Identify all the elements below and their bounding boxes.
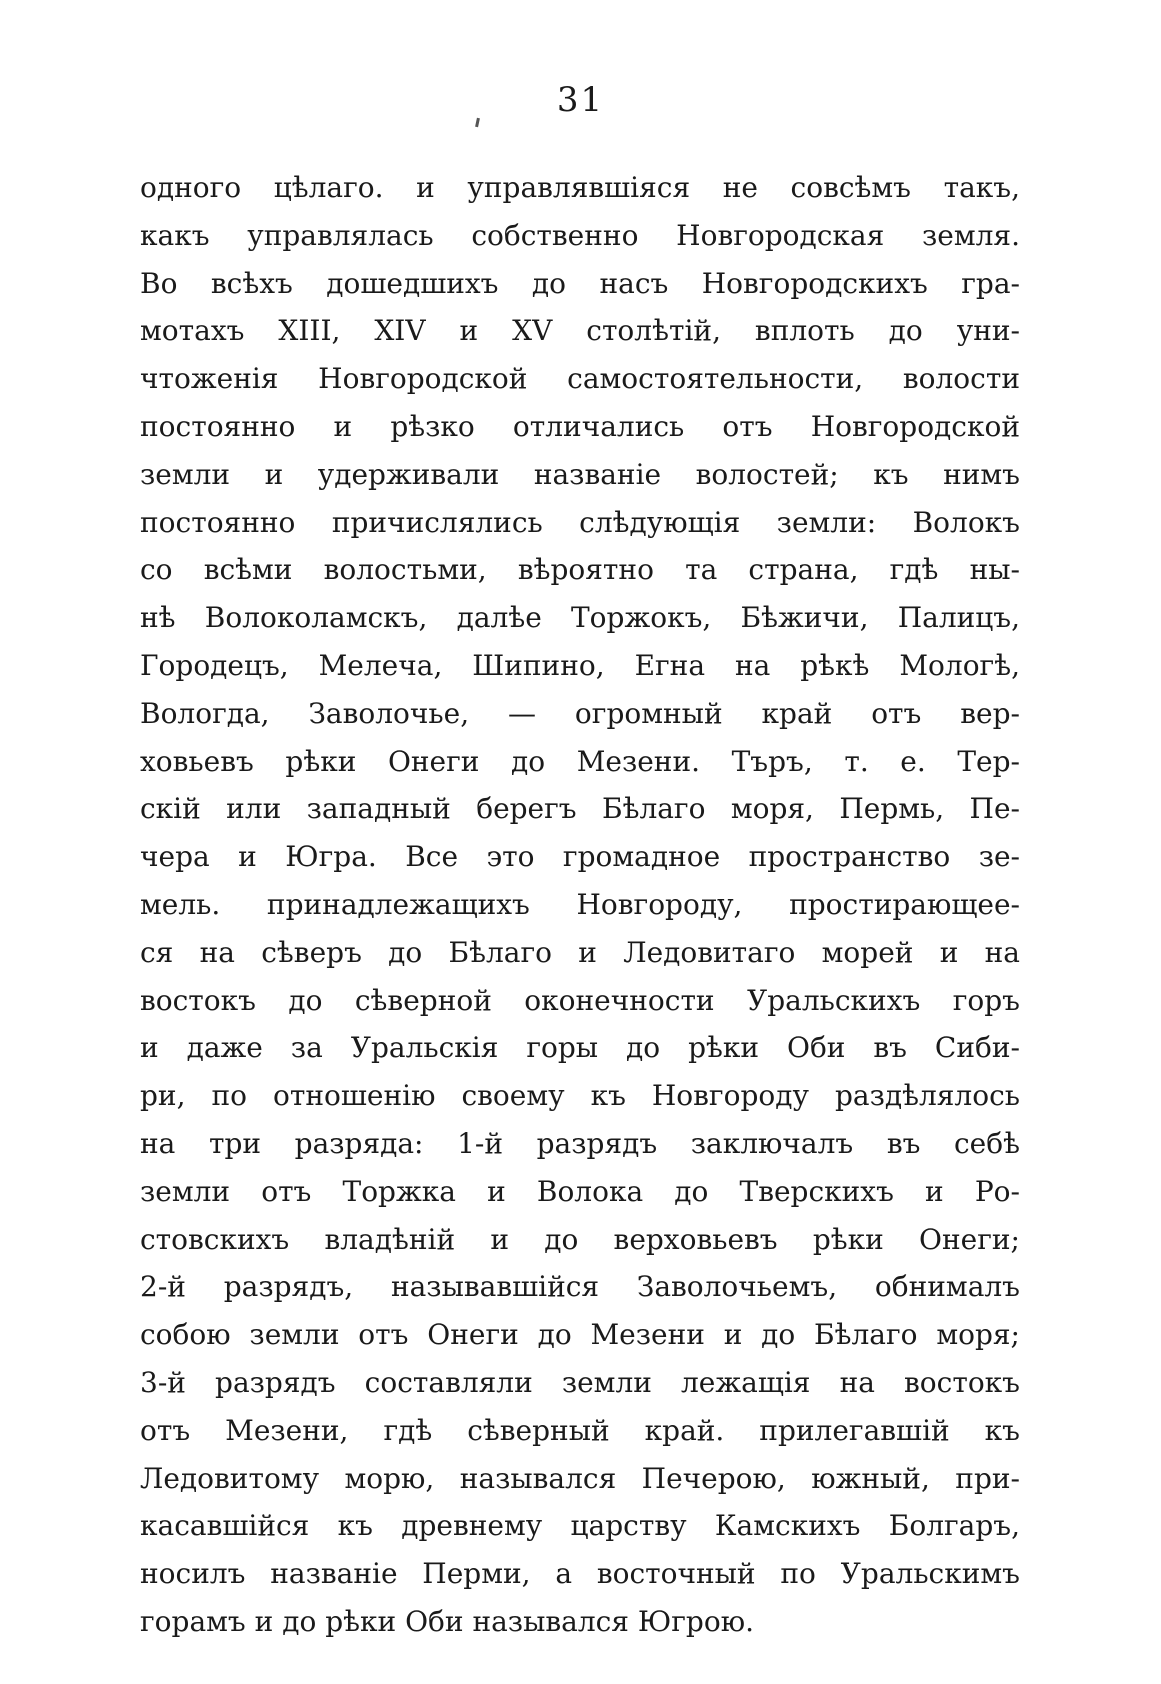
text-line: Ледовитому морю, назывался Печерою, южный, при-	[140, 1461, 1020, 1495]
text-line: земли и удерживали названіе волостей; къ нимъ	[140, 457, 1020, 491]
text-line: 3-й разрядъ составляли земли лежащія на востокъ	[140, 1365, 1020, 1399]
text-line: на три разряда: 1-й разрядъ заключалъ въ себѣ	[140, 1126, 1020, 1160]
body-text	[140, 164, 1020, 1646]
page-number: 31	[556, 80, 605, 120]
text-line: земли отъ Торжка и Волока до Тверскихъ и Ро-	[140, 1174, 1020, 1208]
text-line: отъ Мезени, гдѣ сѣверный край. прилегавшій къ	[140, 1413, 1020, 1447]
text-line: Вологда, Заволочье, — огромный край отъ вер-	[140, 696, 1020, 730]
text-line: стовскихъ владѣній и до верховьевъ рѣки Онеги;	[140, 1222, 1020, 1256]
text-line: носилъ названіе Перми, а восточный по Уральскимъ	[140, 1557, 1020, 1591]
text-line: ховьевъ рѣки Онеги до Мезени. Търъ, т. е. Тер-	[140, 744, 1020, 778]
text-line: ри, по отношенію своему къ Новгороду раздѣлялось	[140, 1079, 1020, 1113]
text-line: постоянно и рѣзко отличались отъ Новгородской	[140, 409, 1020, 443]
text-line: скій или западный берегъ Бѣлаго моря, Пермь, Пе-	[140, 792, 1020, 826]
text-line: чера и Югра. Все это громадное пространство зе-	[140, 840, 1020, 874]
text-line: мотахъ XIII, XIV и XV столѣтій, вплоть до уни-	[140, 314, 1020, 348]
text-line: востокъ до сѣверной оконечности Уральскихъ горъ	[140, 983, 1020, 1017]
text-line: ся на сѣверъ до Бѣлаго и Ледовитаго морей и на	[140, 935, 1020, 969]
text-line: и даже за Уральскія горы до рѣки Оби въ Сиби-	[140, 1031, 1020, 1065]
text-line: постоянно причислялись слѣдующія земли: Волокъ	[140, 505, 1020, 539]
text-line: чтоженія Новгородской самостоятельности, волости	[140, 362, 1020, 396]
text-line: со всѣми волостьми, вѣроятно та страна, гдѣ ны-	[140, 553, 1020, 587]
text-line: одного цѣлаго. и управлявшіяся не совсѣмъ такъ,	[140, 171, 1020, 204]
text-line: нѣ Волоколамскъ, далѣе Торжокъ, Бѣжичи, Палицъ,	[140, 601, 1020, 635]
text-line: касавшійся къ древнему царству Камскихъ Болгаръ,	[140, 1509, 1020, 1543]
stray-ink-mark	[475, 118, 480, 127]
text-line: собою земли отъ Онеги до Мезени и до Бѣлаго моря;	[140, 1318, 1020, 1352]
text-line: 2-й разрядъ, называвшійся Заволочьемъ, обнималъ	[140, 1270, 1020, 1304]
text-line: какъ управлялась собственно Новгородская земля.	[140, 218, 1020, 252]
text-line: горамъ и до рѣки Оби назывался Югрою.	[140, 1604, 754, 1638]
text-line: Во всѣхъ дошедшихъ до насъ Новгородскихъ гра-	[140, 266, 1020, 300]
text-line: Городецъ, Мелеча, Шипино, Егна на рѣкѣ Мологѣ,	[140, 648, 1020, 682]
text-line: мель. принадлежащихъ Новгороду, простирающее-	[140, 887, 1020, 921]
